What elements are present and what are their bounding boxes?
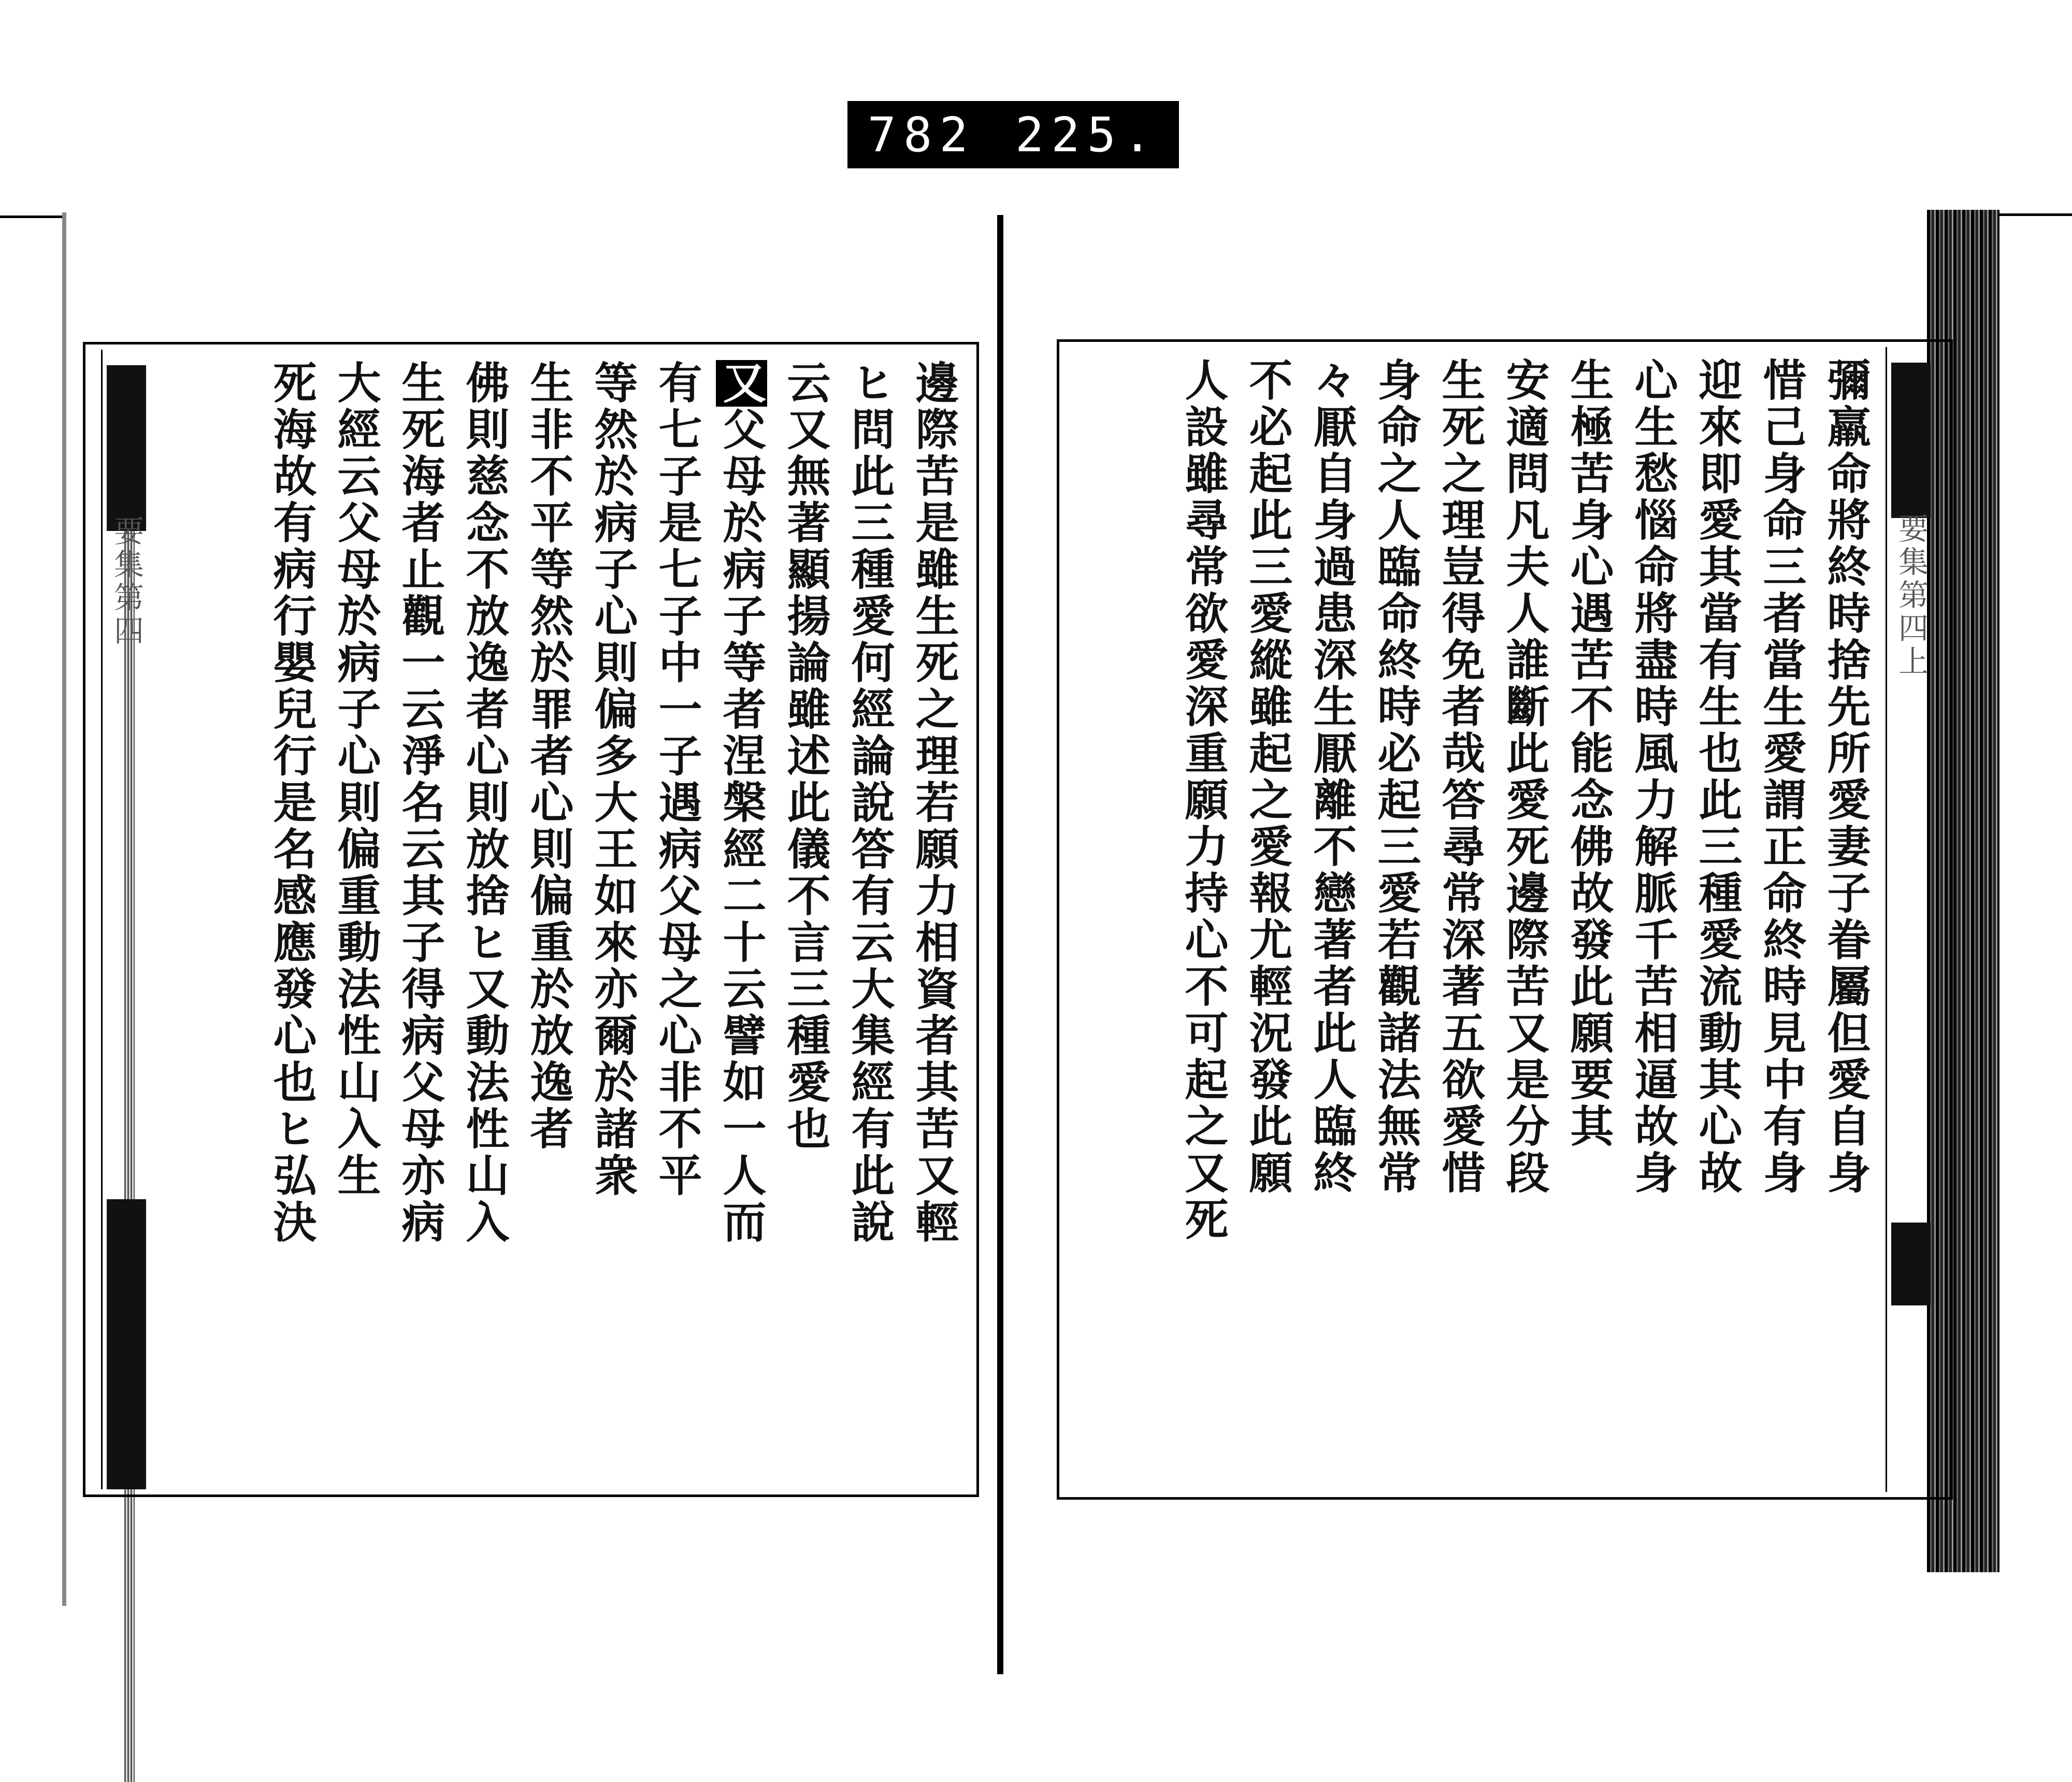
- text-column: 生死海者止觀一云淨名云其子得病父母亦病: [395, 360, 446, 1246]
- text-column: 人設雖尋常欲愛深重願力持心不可起之又死: [1178, 357, 1229, 1243]
- text-column: 死海故有病行嬰兒行是名感應發心也ヒ弘決: [266, 360, 318, 1246]
- text-column: 生非不平等然於罪者心則偏重於放逸者: [523, 360, 574, 1153]
- text-column: 云又無著顯揚論雖述此儀不言三種愛也: [780, 360, 831, 1153]
- text-column: 等然於病子心則偏多大王如來亦爾於諸衆: [587, 360, 639, 1199]
- text-column: 大經云父母於病子心則偏重動法性山入生: [330, 360, 382, 1199]
- text-column: 生極苦身心遇苦不能念佛故發此願要其: [1563, 357, 1615, 1150]
- text-column: 又父母於病子等者涅槃經二十云譬如一人而: [716, 360, 767, 1246]
- text-column: 彌羸命將終時捨先所愛妻子眷屬但愛自身: [1820, 357, 1872, 1197]
- text-column: 邊際苦是雖生死之理若願力相資者其苦又輕: [909, 360, 960, 1246]
- scan-rule-right: [1994, 213, 2072, 216]
- right-margin-strip: [1886, 347, 1935, 1492]
- text-column: ヒ問此三種愛何經論說答有云大集經有此說: [844, 360, 896, 1246]
- margin-block-bottom: [107, 1199, 146, 1489]
- right-margin-title: 要集第四上: [1893, 513, 1929, 679]
- right-text-panel: [1057, 339, 1953, 1500]
- margin-block-top: [107, 365, 146, 531]
- reel-number: 782: [867, 107, 975, 163]
- text-column: 迎來即愛其當有生也此三種愛流動其心故: [1692, 357, 1743, 1197]
- scan-rule-left: [0, 215, 73, 218]
- right-text-body: [1070, 357, 1878, 1482]
- text-column: 有七子是七子中一子遇病父母之心非不平: [652, 360, 703, 1199]
- text-column: 惜己身命三者當生愛謂正命終時見中有身: [1756, 357, 1807, 1197]
- left-text-body: [158, 360, 966, 1479]
- text-column: 佛則慈念不放逸者心則放捨ヒ又動法性山入: [459, 360, 510, 1246]
- microfilm-frame-label: [847, 101, 1179, 168]
- left-margin-title: 要集第四: [109, 515, 144, 648]
- text-column: 生死之理豈得免者哉答尋常深著五欲愛惜: [1435, 357, 1486, 1197]
- margin-block-bottom: [1891, 1223, 1931, 1305]
- text-column: 安適問凡夫人誰斷此愛死邊際苦又是分段: [1499, 357, 1550, 1197]
- text-column: 心生愁惱命將盡時風力解脈千苦相逼故身: [1628, 357, 1679, 1197]
- left-text-panel: [83, 342, 979, 1497]
- text-column: 々厭自身過患深生厭離不戀著者此人臨終: [1306, 357, 1358, 1197]
- frame-number: 225.: [1015, 107, 1159, 163]
- book-gutter: [997, 215, 1003, 1674]
- text-column: 身命之人臨命終時必起三愛若觀諸法無常: [1371, 357, 1422, 1197]
- left-margin-strip: [101, 350, 150, 1489]
- text-column: 不必起此三愛縱雖起之愛報尤輕況發此願: [1242, 357, 1293, 1197]
- margin-block-top: [1891, 363, 1931, 518]
